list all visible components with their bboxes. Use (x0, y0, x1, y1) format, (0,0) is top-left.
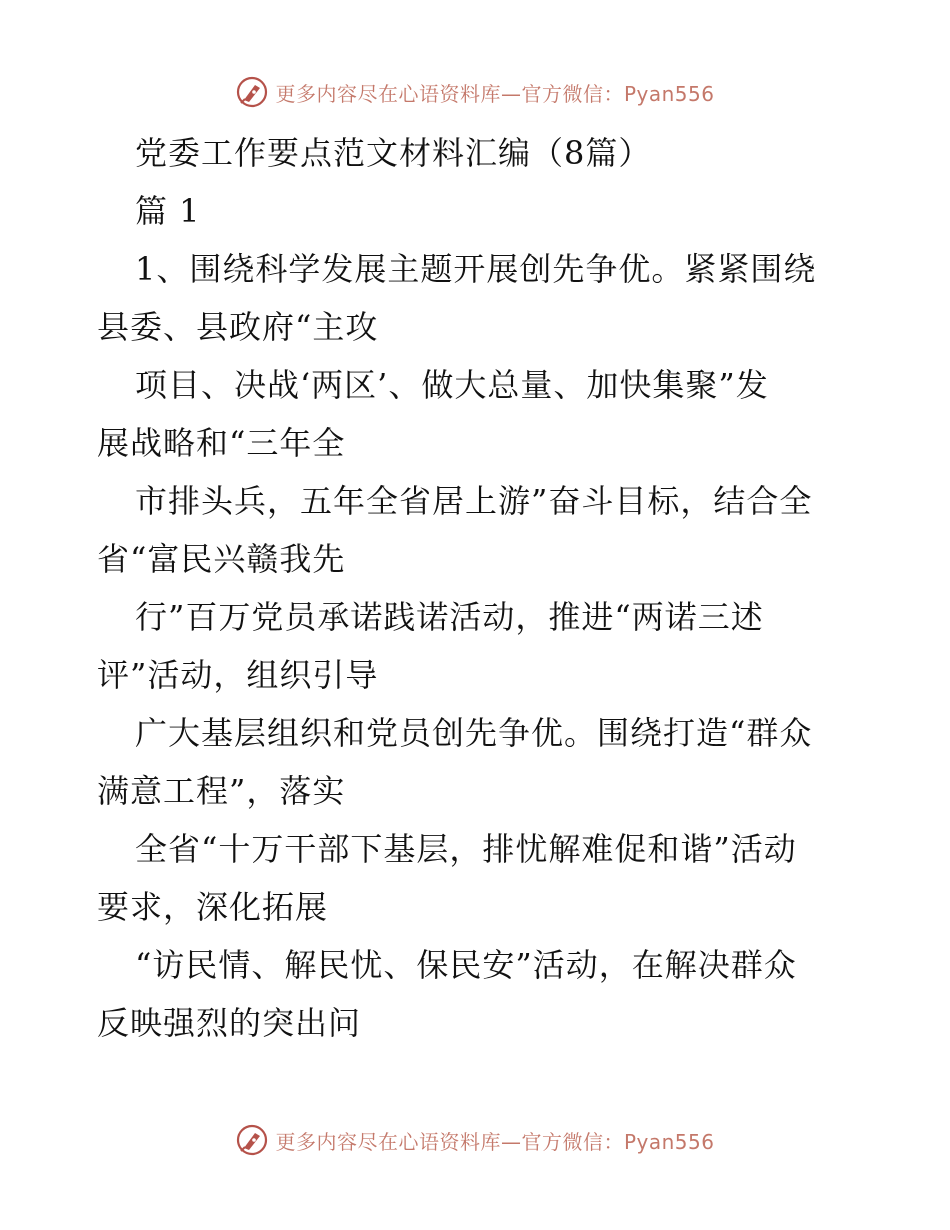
paragraph-line: “访民情、解民忧、保民安”活动，在解决群众 (135, 946, 797, 984)
paragraph-line: 省“富民兴赣我先 (97, 540, 346, 578)
watermark-brand: 更多内容尽在心语资料库 (275, 1129, 501, 1154)
paragraph-line: 全省“十万干部下基层，排忧解难促和谐”活动 (135, 830, 797, 868)
footer-watermark-banner (0, 1118, 950, 1162)
paragraph-line: 满意工程”，落实 (97, 772, 346, 810)
paragraph-line: 要求，深化拓展 (97, 888, 329, 926)
paragraph-line: 项目、决战‘两区’、做大总量、加快集聚”发 (135, 366, 769, 404)
paragraph-line: 市排头兵，五年全省居上游”奋斗目标，结合全 (135, 482, 813, 520)
paragraph-line: 广大基层组织和党员创先争优。围绕打造“群众 (135, 714, 813, 752)
pen-nib-logo-icon (235, 75, 269, 109)
watermark-separator: — (500, 1129, 522, 1154)
pen-nib-logo-icon (235, 1123, 269, 1157)
paragraph-line: 评”活动，组织引导 (97, 656, 379, 694)
watermark-brand: 更多内容尽在心语资料库 (275, 81, 501, 106)
footer-watermark-text (275, 1126, 714, 1155)
paragraph-line: 反映强烈的突出问 (97, 1004, 362, 1042)
header-watermark-banner (0, 70, 950, 114)
watermark-contact: 官方微信：Pyan556 (521, 1129, 715, 1154)
paragraph-line: 1、围绕科学发展主题开展创先争优。紧紧围绕 (135, 250, 817, 288)
watermark-separator: — (500, 81, 522, 106)
document-body (97, 124, 857, 1052)
document-title: 党委工作要点范文材料汇编（8篇） (135, 134, 652, 172)
paragraph-line: 县委、县政府“主攻 (97, 308, 379, 346)
paragraph-line: 展战略和“三年全 (97, 424, 346, 462)
header-watermark-text (275, 78, 714, 107)
section-heading: 篇 1 (135, 192, 201, 230)
watermark-contact: 官方微信：Pyan556 (521, 81, 715, 106)
paragraph-line: 行”百万党员承诺践诺活动，推进“两诺三述 (135, 598, 764, 636)
